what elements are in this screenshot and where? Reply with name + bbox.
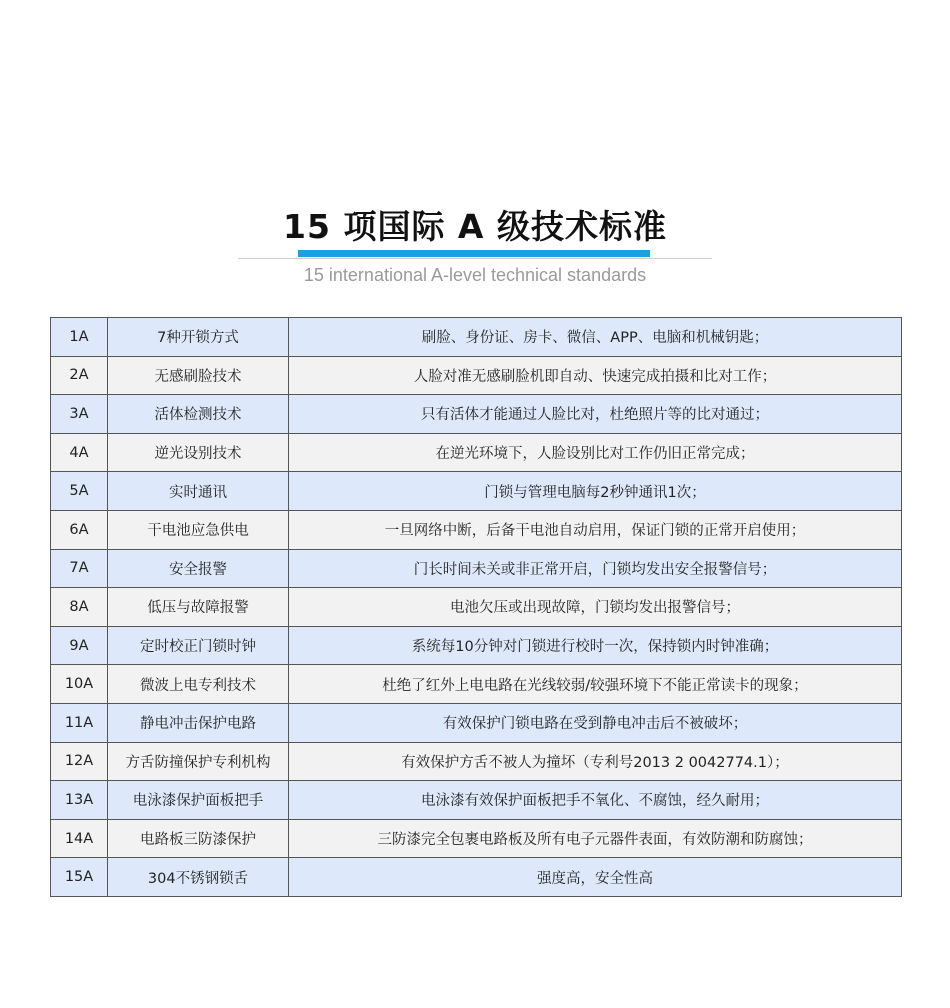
standard-code: 9A bbox=[51, 626, 108, 665]
standard-code: 15A bbox=[51, 858, 108, 897]
standard-code: 10A bbox=[51, 665, 108, 704]
page-subtitle: 15 international A-level technical standards bbox=[303, 265, 647, 285]
standard-description: 系统每10分钟对门锁进行校时一次，保持锁内时钟准确； bbox=[289, 626, 902, 665]
table-row bbox=[51, 742, 902, 781]
standard-code: 13A bbox=[51, 781, 108, 820]
standard-name: 7种开锁方式 bbox=[108, 318, 289, 357]
standard-name: 干电池应急供电 bbox=[108, 510, 289, 549]
standard-name: 电泳漆保护面板把手 bbox=[108, 781, 289, 820]
table-row bbox=[51, 781, 902, 820]
table-row bbox=[51, 356, 902, 395]
standard-name: 304不锈钢锁舌 bbox=[108, 858, 289, 897]
standard-name: 方舌防撞保护专利机构 bbox=[108, 742, 289, 781]
page-title: 15 项国际 A 级技术标准 bbox=[283, 207, 667, 246]
standard-description: 有效保护门锁电路在受到静电冲击后不被破坏； bbox=[289, 703, 902, 742]
standard-description: 电泳漆有效保护面板把手不氧化、不腐蚀，经久耐用； bbox=[289, 781, 902, 820]
table-row bbox=[51, 819, 902, 858]
standard-name: 静电冲击保护电路 bbox=[108, 703, 289, 742]
table-row bbox=[51, 588, 902, 627]
standard-description: 人脸对准无感刷脸机即自动、快速完成拍摄和比对工作； bbox=[289, 356, 902, 395]
table-row bbox=[51, 549, 902, 588]
standard-code: 6A bbox=[51, 510, 108, 549]
standard-code: 8A bbox=[51, 588, 108, 627]
table-row bbox=[51, 395, 902, 434]
title-block bbox=[0, 205, 950, 249]
standard-code: 5A bbox=[51, 472, 108, 511]
standard-description: 门长时间未关或非正常开启，门锁均发出安全报警信号； bbox=[289, 549, 902, 588]
standard-description: 一旦网络中断，后备干电池自动启用，保证门锁的正常开启使用； bbox=[289, 510, 902, 549]
table-row bbox=[51, 665, 902, 704]
table-row bbox=[51, 510, 902, 549]
standard-code: 2A bbox=[51, 356, 108, 395]
standards-table-body bbox=[51, 318, 902, 897]
standard-name: 电路板三防漆保护 bbox=[108, 819, 289, 858]
table-row bbox=[51, 703, 902, 742]
standard-code: 12A bbox=[51, 742, 108, 781]
standard-name: 活体检测技术 bbox=[108, 395, 289, 434]
standard-name: 低压与故障报警 bbox=[108, 588, 289, 627]
table-row bbox=[51, 433, 902, 472]
table-row bbox=[51, 472, 902, 511]
standard-description: 杜绝了红外上电电路在光线较弱/较强环境下不能正常读卡的现象； bbox=[289, 665, 902, 704]
standard-name: 逆光设别技术 bbox=[108, 433, 289, 472]
standard-description: 只有活体才能通过人脸比对，杜绝照片等的比对通过； bbox=[289, 395, 902, 434]
title-divider bbox=[238, 258, 712, 259]
table-row bbox=[51, 626, 902, 665]
standard-code: 14A bbox=[51, 819, 108, 858]
title-accent-bar bbox=[298, 250, 650, 257]
standard-description: 刷脸、身份证、房卡、微信、APP、电脑和机械钥匙； bbox=[289, 318, 902, 357]
standard-description: 电池欠压或出现故障，门锁均发出报警信号； bbox=[289, 588, 902, 627]
standard-description: 三防漆完全包裹电路板及所有电子元器件表面，有效防潮和防腐蚀； bbox=[289, 819, 902, 858]
standard-code: 1A bbox=[51, 318, 108, 357]
standard-code: 11A bbox=[51, 703, 108, 742]
standard-name: 微波上电专利技术 bbox=[108, 665, 289, 704]
table-row bbox=[51, 318, 902, 357]
standard-code: 7A bbox=[51, 549, 108, 588]
standard-name: 实时通讯 bbox=[108, 472, 289, 511]
standard-code: 4A bbox=[51, 433, 108, 472]
standard-name: 安全报警 bbox=[108, 549, 289, 588]
standard-name: 无感刷脸技术 bbox=[108, 356, 289, 395]
standard-name: 定时校正门锁时钟 bbox=[108, 626, 289, 665]
standard-description: 在逆光环境下，人脸设别比对工作仍旧正常完成； bbox=[289, 433, 902, 472]
standard-code: 3A bbox=[51, 395, 108, 434]
standards-table bbox=[50, 317, 902, 897]
standard-description: 强度高，安全性高 bbox=[289, 858, 902, 897]
standard-description: 有效保护方舌不被人为撞坏（专利号2013 2 0042774.1）； bbox=[289, 742, 902, 781]
table-row bbox=[51, 858, 902, 897]
standard-description: 门锁与管理电脑每2秒钟通讯1次； bbox=[289, 472, 902, 511]
